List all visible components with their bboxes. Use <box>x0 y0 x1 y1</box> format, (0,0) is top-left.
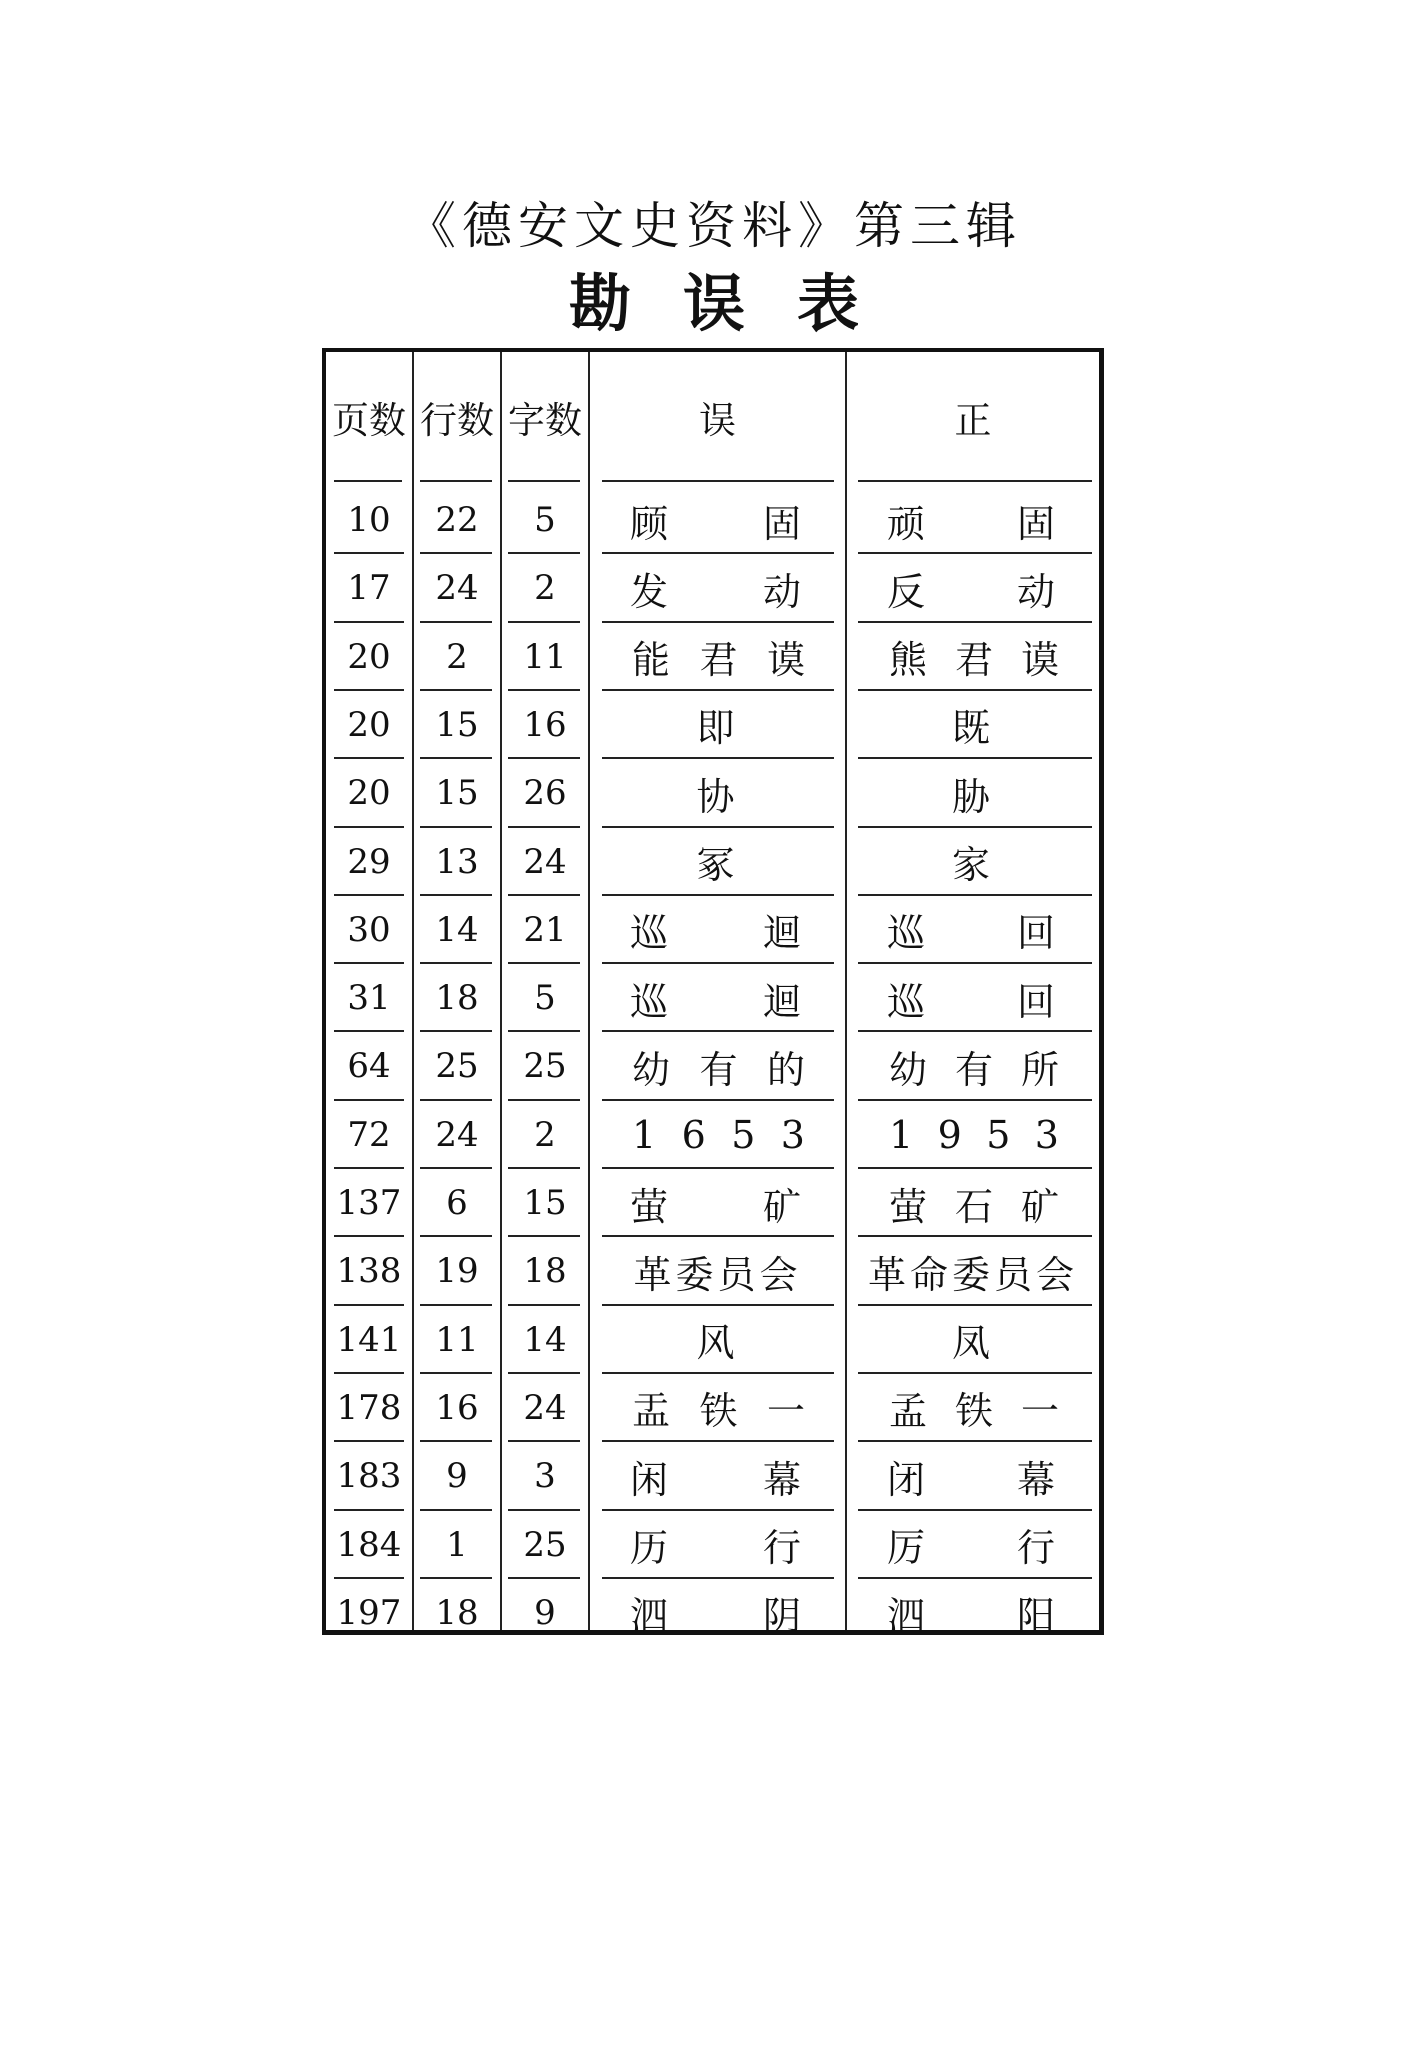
cell-wrong <box>590 691 845 759</box>
table-row <box>326 486 1099 554</box>
cell-right-glyph: 凤 <box>951 1321 994 1366</box>
cell-wrong <box>590 1374 845 1442</box>
cell-page: 183 <box>336 1456 402 1497</box>
cell-page: 20 <box>347 704 391 745</box>
cell-char: 26 <box>523 773 567 814</box>
cell-right-glyph: 孟 <box>889 1389 932 1434</box>
cell-right-glyph: 胁 <box>951 774 994 819</box>
cell-wrong-glyph: 迴 <box>762 911 805 956</box>
cell-char: 9 <box>534 1592 556 1633</box>
cell-right-glyph: 3 <box>1034 1112 1063 1157</box>
cell-char: 24 <box>523 841 567 882</box>
header-wrong: 误 <box>699 399 736 442</box>
cell-page: 30 <box>347 909 391 950</box>
cell-line: 24 <box>435 1114 479 1155</box>
cell-wrong-glyph: 铁 <box>699 1389 742 1434</box>
cell-wrong <box>590 1101 845 1169</box>
cell-line: 15 <box>435 704 479 745</box>
header-rule <box>858 480 1092 482</box>
table-row <box>326 691 1099 759</box>
cell-right <box>847 896 1099 964</box>
cell-right-glyph: 泗 <box>887 1594 930 1639</box>
cell-page: 10 <box>347 500 391 540</box>
cell-wrong-glyph: 风 <box>696 1321 739 1366</box>
cell-right <box>847 1032 1099 1100</box>
cell-line: 25 <box>435 1046 479 1087</box>
table-row <box>326 896 1099 964</box>
cell-wrong-glyph: 历 <box>630 1526 673 1570</box>
cell-right <box>847 623 1099 691</box>
cell-wrong <box>590 1511 845 1579</box>
cell-right-glyph: 谟 <box>1020 638 1063 683</box>
cell-line: 11 <box>435 1319 479 1360</box>
table-row <box>326 1442 1099 1510</box>
document-title: 勘误表 <box>568 267 911 340</box>
cell-wrong-glyph: 顾 <box>630 501 673 546</box>
table-row <box>326 1237 1099 1305</box>
cell-right-glyph: 幕 <box>1016 1457 1059 1502</box>
cell-right-glyph: 顽 <box>887 501 930 546</box>
cell-wrong-glyph: 盂 <box>632 1389 675 1434</box>
cell-right-glyph: 家 <box>951 843 994 887</box>
table-row <box>326 1101 1099 1169</box>
cell-line: 19 <box>435 1251 479 1292</box>
cell-char: 11 <box>523 636 567 677</box>
cell-page: 20 <box>347 773 391 814</box>
cell-wrong <box>590 623 845 691</box>
header-rule <box>602 480 834 482</box>
cell-wrong-glyph: 矿 <box>762 1184 805 1229</box>
cell-right-glyph: 幼 <box>889 1047 932 1092</box>
cell-right <box>847 1306 1099 1374</box>
cell-right <box>847 486 1099 554</box>
cell-line: 15 <box>435 773 479 814</box>
cell-wrong-glyph: 6 <box>681 1112 710 1157</box>
cell-wrong-glyph: 发 <box>630 569 673 614</box>
table-row <box>326 554 1099 622</box>
cell-char: 21 <box>523 909 567 950</box>
header-right: 正 <box>954 399 992 442</box>
cell-right <box>847 759 1099 827</box>
cell-right-glyph: 回 <box>1016 911 1059 956</box>
cell-char: 25 <box>523 1524 567 1565</box>
cell-wrong-glyph: 闲 <box>630 1457 673 1502</box>
cell-page: 72 <box>347 1114 391 1155</box>
header-rule <box>334 480 402 482</box>
cell-wrong-glyph: 幼 <box>632 1047 675 1092</box>
header-line: 行数 <box>420 399 494 442</box>
table-row <box>326 623 1099 691</box>
cell-wrong-glyph: 5 <box>731 1112 760 1157</box>
cell-right-glyph: 石 <box>954 1184 997 1229</box>
cell-char: 2 <box>534 568 556 609</box>
cell-wrong-glyph: 君 <box>699 638 742 683</box>
cell-right-glyph: 固 <box>1016 501 1059 546</box>
cell-line: 9 <box>446 1456 468 1497</box>
cell-right <box>847 828 1099 896</box>
cell-wrong <box>590 1237 845 1305</box>
cell-right <box>847 1579 1099 1647</box>
cell-char: 25 <box>523 1046 567 1087</box>
cell-right-glyph: 回 <box>1016 979 1059 1024</box>
cell-char: 3 <box>534 1456 556 1497</box>
cell-right-glyph: 9 <box>937 1112 966 1157</box>
cell-right-glyph: 所 <box>1020 1047 1063 1092</box>
cell-wrong <box>590 1442 845 1510</box>
cell-right <box>847 1442 1099 1510</box>
cell-wrong-glyph: 谟 <box>766 638 809 683</box>
cell-page: 178 <box>336 1387 402 1428</box>
cell-right-glyph: 萤 <box>889 1184 932 1229</box>
cell-right-glyph: 铁 <box>954 1389 997 1434</box>
table-row <box>326 1306 1099 1374</box>
cell-line: 16 <box>435 1387 479 1428</box>
cell-wrong-glyph: 能 <box>632 638 675 683</box>
cell-right-glyph: 既 <box>951 706 994 751</box>
cell-wrong-glyph: 萤 <box>630 1184 673 1229</box>
cell-page: 141 <box>336 1319 402 1360</box>
cell-line: 18 <box>435 978 479 1019</box>
cell-line: 6 <box>446 1183 468 1223</box>
header-char: 字数 <box>508 399 582 442</box>
errata-table <box>322 348 1104 1639</box>
cell-wrong-glyph: 固 <box>762 501 805 546</box>
cell-wrong-glyph: 革委员会 <box>633 1252 802 1297</box>
table-row <box>326 1169 1099 1237</box>
cell-wrong-glyph: 一 <box>766 1389 809 1434</box>
cell-right <box>847 1374 1099 1442</box>
cell-wrong <box>590 1032 845 1100</box>
cell-right <box>847 691 1099 759</box>
cell-right-glyph: 5 <box>986 1112 1015 1157</box>
cell-char: 18 <box>523 1251 567 1292</box>
cell-wrong <box>590 1169 845 1237</box>
cell-page: 20 <box>347 636 391 677</box>
cell-right-glyph: 有 <box>954 1047 997 1092</box>
cell-wrong-glyph: 协 <box>696 774 739 819</box>
cell-right-glyph: 闭 <box>887 1457 930 1502</box>
cell-wrong <box>590 1306 845 1374</box>
document-subtitle: 《德安文史资料》第三辑 <box>406 197 1022 255</box>
cell-page: 197 <box>336 1592 402 1633</box>
cell-right-glyph: 矿 <box>1020 1184 1063 1229</box>
table-row <box>326 828 1099 896</box>
cell-line: 14 <box>435 909 479 950</box>
cell-wrong-glyph: 幕 <box>762 1457 805 1502</box>
table-header-row <box>326 352 1099 482</box>
cell-wrong-glyph: 泗 <box>630 1594 673 1639</box>
cell-wrong <box>590 554 845 622</box>
cell-right <box>847 1511 1099 1579</box>
cell-wrong-glyph: 巡 <box>630 979 673 1024</box>
cell-wrong <box>590 1579 845 1647</box>
cell-wrong-glyph: 迴 <box>762 979 805 1024</box>
cell-right-glyph: 巡 <box>887 979 930 1024</box>
cell-page: 138 <box>336 1251 402 1292</box>
cell-wrong-glyph: 冢 <box>696 843 739 887</box>
cell-line: 2 <box>446 636 468 677</box>
header-rule <box>420 480 492 482</box>
table-row <box>326 1032 1099 1100</box>
cell-right <box>847 1169 1099 1237</box>
cell-wrong <box>590 486 845 554</box>
cell-line: 22 <box>435 500 479 540</box>
cell-right-glyph: 熊 <box>889 638 932 683</box>
cell-page: 29 <box>347 841 391 882</box>
cell-right-glyph: 反 <box>887 569 930 614</box>
cell-right-glyph: 厉 <box>887 1526 930 1570</box>
cell-char: 16 <box>523 704 567 745</box>
cell-char: 15 <box>523 1183 567 1223</box>
cell-page: 184 <box>336 1524 402 1565</box>
cell-char: 5 <box>534 500 556 540</box>
cell-char: 14 <box>523 1319 567 1360</box>
cell-wrong-glyph: 巡 <box>630 911 673 956</box>
cell-right-glyph: 一 <box>1020 1389 1063 1434</box>
cell-wrong <box>590 964 845 1032</box>
cell-line: 24 <box>435 568 479 609</box>
cell-right-glyph: 君 <box>954 638 997 683</box>
cell-page: 137 <box>336 1183 402 1223</box>
cell-wrong-glyph: 1 <box>632 1112 661 1157</box>
cell-wrong-glyph: 即 <box>696 706 739 751</box>
table-row <box>326 759 1099 827</box>
cell-right <box>847 1101 1099 1169</box>
cell-wrong-glyph: 行 <box>762 1526 805 1570</box>
cell-wrong <box>590 828 845 896</box>
cell-char: 2 <box>534 1114 556 1155</box>
cell-right-glyph: 巡 <box>887 911 930 956</box>
cell-line: 18 <box>435 1592 479 1633</box>
cell-wrong-glyph: 阴 <box>762 1594 805 1639</box>
cell-wrong <box>590 759 845 827</box>
cell-wrong-glyph: 动 <box>762 569 805 614</box>
cell-right-glyph: 革命委员会 <box>867 1252 1078 1297</box>
table-row <box>326 1374 1099 1442</box>
header-rule <box>508 480 580 482</box>
cell-wrong <box>590 896 845 964</box>
cell-page: 31 <box>347 978 391 1019</box>
table-row <box>326 1579 1099 1647</box>
cell-right <box>847 1237 1099 1305</box>
table-row <box>326 964 1099 1032</box>
cell-char: 5 <box>534 978 556 1019</box>
cell-wrong-glyph: 3 <box>780 1112 809 1157</box>
cell-right <box>847 554 1099 622</box>
cell-char: 24 <box>523 1387 567 1428</box>
cell-right-glyph: 行 <box>1016 1526 1059 1570</box>
cell-page: 17 <box>347 568 391 609</box>
cell-wrong-glyph: 有 <box>699 1047 742 1092</box>
table-row <box>326 1511 1099 1579</box>
cell-right <box>847 964 1099 1032</box>
cell-wrong-glyph: 的 <box>766 1047 809 1092</box>
cell-right-glyph: 1 <box>889 1112 918 1157</box>
cell-line: 1 <box>446 1524 468 1565</box>
cell-right-glyph: 动 <box>1016 569 1059 614</box>
header-page: 页数 <box>332 399 406 442</box>
cell-right-glyph: 阳 <box>1016 1594 1059 1639</box>
cell-line: 13 <box>435 841 479 882</box>
cell-page: 64 <box>347 1046 391 1087</box>
